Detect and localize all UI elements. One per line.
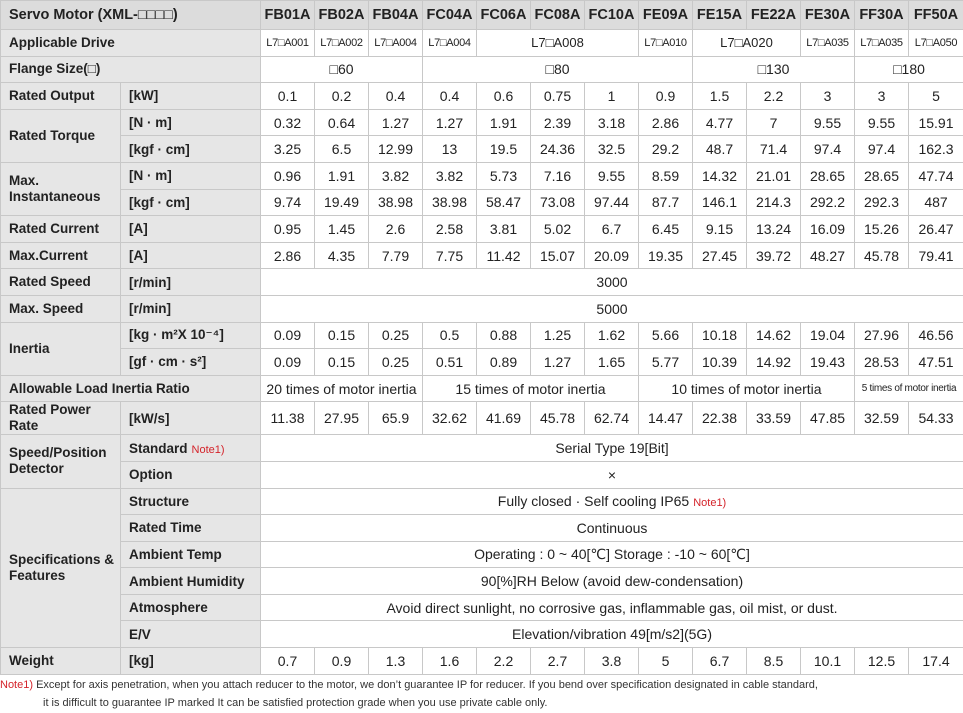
value-cell: 0.89 <box>477 349 531 376</box>
inertia-row-2 <box>1 349 963 376</box>
value-cell: 16.09 <box>801 216 855 243</box>
unit-label: [N · m] <box>121 109 261 136</box>
drive-cell: L7□A050 <box>909 30 963 57</box>
weight-row <box>1 648 963 675</box>
value-cell: 14.62 <box>747 322 801 349</box>
detector-row-standard <box>1 435 963 462</box>
value-cell: 12.99 <box>369 136 423 163</box>
model-header: FE15A <box>693 1 747 30</box>
value-cell: 1.3 <box>369 648 423 675</box>
value-cell: 97.4 <box>801 136 855 163</box>
row-label: Rated Power Rate <box>1 402 121 435</box>
unit-label: [gf · cm · s²] <box>121 349 261 376</box>
value-cell: 28.65 <box>855 162 909 189</box>
value-cell: 2.7 <box>531 648 585 675</box>
value-cell: 97.4 <box>855 136 909 163</box>
value-cell: 3.18 <box>585 109 639 136</box>
value-cell: 15.07 <box>531 242 585 269</box>
value-cell: 3.82 <box>369 162 423 189</box>
value-cell: 39.72 <box>747 242 801 269</box>
rated-speed-row <box>1 269 963 296</box>
value-cell: 3.81 <box>477 216 531 243</box>
value-cell: 19.35 <box>639 242 693 269</box>
value-cell: 5 <box>909 83 963 110</box>
value-cell: 19.5 <box>477 136 531 163</box>
model-header: FC04A <box>423 1 477 30</box>
value-cell: 54.33 <box>909 402 963 435</box>
value-cell: 9.74 <box>261 189 315 216</box>
value-cell: × <box>261 461 963 488</box>
value-cell: 0.15 <box>315 322 369 349</box>
unit-label: [N · m] <box>121 162 261 189</box>
value-cell: 90[%]RH Below (avoid dew-condensation) <box>261 568 963 595</box>
value-cell: 0.7 <box>261 648 315 675</box>
drive-cell: L7□A001 <box>261 30 315 57</box>
value-cell: 6.7 <box>585 216 639 243</box>
value-cell: 45.78 <box>855 242 909 269</box>
value-cell: 0.09 <box>261 322 315 349</box>
value-cell: Avoid direct sunlight, no corrosive gas, inflammable gas, oil mist, or dust. <box>261 594 963 621</box>
value-cell: 5.02 <box>531 216 585 243</box>
unit-label: [kW] <box>121 83 261 110</box>
value-cell: 38.98 <box>423 189 477 216</box>
row-label: Rated Speed <box>1 269 121 296</box>
value-cell: 487 <box>909 189 963 216</box>
value-cell: 15.91 <box>909 109 963 136</box>
value-cell: 12.5 <box>855 648 909 675</box>
value-cell: 2.6 <box>369 216 423 243</box>
value-cell: 0.4 <box>369 83 423 110</box>
power-rate-row <box>1 402 963 435</box>
unit-label: E/V <box>121 621 261 648</box>
value-cell: 9.55 <box>585 162 639 189</box>
flange-cell: □80 <box>423 56 693 83</box>
flange-cell: □130 <box>693 56 855 83</box>
value-cell: 0.95 <box>261 216 315 243</box>
value-cell: 2.58 <box>423 216 477 243</box>
rated-output-row <box>1 83 963 110</box>
row-label: Flange Size(□) <box>1 56 261 83</box>
value-cell: 28.65 <box>801 162 855 189</box>
unit-label: Option <box>121 461 261 488</box>
footnote-line-2: it is difficult to guarantee IP marked It can be satisfied protection grade when you use private cable only. <box>43 697 548 709</box>
specs-row-ambient-humidity <box>1 568 963 595</box>
note-marker: Note1) <box>693 497 727 510</box>
value-cell: 214.3 <box>747 189 801 216</box>
value-cell: 20.09 <box>585 242 639 269</box>
model-header: FB02A <box>315 1 369 30</box>
value-cell <box>261 488 963 515</box>
value-cell: 11.38 <box>261 402 315 435</box>
value-cell: 65.9 <box>369 402 423 435</box>
model-header: FE30A <box>801 1 855 30</box>
value-cell: 6.7 <box>693 648 747 675</box>
applicable-drive-row <box>1 30 963 57</box>
value-cell: 71.4 <box>747 136 801 163</box>
value-cell: 0.09 <box>261 349 315 376</box>
value-cell: 14.47 <box>639 402 693 435</box>
value-cell: 47.74 <box>909 162 963 189</box>
value-cell: 0.51 <box>423 349 477 376</box>
drive-cell: L7□A035 <box>855 30 909 57</box>
specs-row-structure <box>1 488 963 515</box>
row-label: Max. Speed <box>1 295 121 322</box>
load-inertia-cell: 20 times of motor inertia <box>261 375 423 402</box>
unit-label: [A] <box>121 242 261 269</box>
unit-label: [kg] <box>121 648 261 675</box>
row-label: Rated Current <box>1 216 121 243</box>
drive-cell: L7□A008 <box>477 30 639 57</box>
value-cell: 4.77 <box>693 109 747 136</box>
value-cell: 292.3 <box>855 189 909 216</box>
drive-cell: L7□A020 <box>693 30 801 57</box>
value-cell: 7.79 <box>369 242 423 269</box>
value-cell: 29.2 <box>639 136 693 163</box>
unit-label: [kW/s] <box>121 402 261 435</box>
value-cell: 3 <box>855 83 909 110</box>
value-cell: 6.5 <box>315 136 369 163</box>
value-cell: 1.5 <box>693 83 747 110</box>
drive-cell: L7□A035 <box>801 30 855 57</box>
value-cell: 0.1 <box>261 83 315 110</box>
rated-current-row <box>1 216 963 243</box>
value-cell: 13.24 <box>747 216 801 243</box>
value-cell: 0.88 <box>477 322 531 349</box>
footnote <box>0 676 963 712</box>
value-cell: 0.2 <box>315 83 369 110</box>
model-header: FF50A <box>909 1 963 30</box>
row-label: Rated Output <box>1 83 121 110</box>
max-speed-row <box>1 295 963 322</box>
value-cell: 0.25 <box>369 349 423 376</box>
drive-cell: L7□A004 <box>369 30 423 57</box>
row-label: Max. Instantaneous <box>1 162 121 215</box>
value-cell: 0.75 <box>531 83 585 110</box>
model-header: FC06A <box>477 1 531 30</box>
value-cell: 32.5 <box>585 136 639 163</box>
value-cell: 19.04 <box>801 322 855 349</box>
value-cell: 1.65 <box>585 349 639 376</box>
footnote-tag: Note1) <box>0 679 34 691</box>
value-cell: 73.08 <box>531 189 585 216</box>
value-cell: 58.47 <box>477 189 531 216</box>
value-cell: 14.32 <box>693 162 747 189</box>
drive-cell: L7□A004 <box>423 30 477 57</box>
value-cell: 11.42 <box>477 242 531 269</box>
value-cell: 48.27 <box>801 242 855 269</box>
value-cell: 48.7 <box>693 136 747 163</box>
model-header: FB04A <box>369 1 423 30</box>
unit-label: Structure <box>121 488 261 515</box>
value-cell: 22.38 <box>693 402 747 435</box>
value-cell: 1.6 <box>423 648 477 675</box>
value-cell: 13 <box>423 136 477 163</box>
value-cell: 14.92 <box>747 349 801 376</box>
value-cell: 41.69 <box>477 402 531 435</box>
model-header: FE22A <box>747 1 801 30</box>
value-cell: 1.25 <box>531 322 585 349</box>
value-cell: 3 <box>801 83 855 110</box>
unit-label: [kg · m²X 10⁻⁴] <box>121 322 261 349</box>
value-cell: 0.6 <box>477 83 531 110</box>
value-cell: 19.49 <box>315 189 369 216</box>
value-cell: 33.59 <box>747 402 801 435</box>
max-inst-row-2 <box>1 189 963 216</box>
value-cell: 2.86 <box>261 242 315 269</box>
unit-label: [r/min] <box>121 295 261 322</box>
inertia-row-1 <box>1 322 963 349</box>
unit-label: Ambient Humidity <box>121 568 261 595</box>
load-inertia-cell: 15 times of motor inertia <box>423 375 639 402</box>
row-label: Speed/Position Detector <box>1 435 121 488</box>
value-cell: 32.62 <box>423 402 477 435</box>
rated-torque-row-1 <box>1 109 963 136</box>
value-cell: Continuous <box>261 515 963 542</box>
value-cell: Operating : 0 ~ 40[℃] Storage : -10 ~ 60[℃] <box>261 541 963 568</box>
value-cell: 4.35 <box>315 242 369 269</box>
value-cell: 0.64 <box>315 109 369 136</box>
value-cell: 24.36 <box>531 136 585 163</box>
unit-label: [r/min] <box>121 269 261 296</box>
footnote-line-1 <box>0 676 963 694</box>
row-label: Max.Current <box>1 242 121 269</box>
value-cell: 27.96 <box>855 322 909 349</box>
row-label: Weight <box>1 648 121 675</box>
value-cell: 32.59 <box>855 402 909 435</box>
flange-row <box>1 56 963 83</box>
value-cell: 146.1 <box>693 189 747 216</box>
value-cell: 38.98 <box>369 189 423 216</box>
structure-value: Fully closed · Self cooling IP65 <box>497 493 690 510</box>
flange-cell: □180 <box>855 56 963 83</box>
value-cell: 6.45 <box>639 216 693 243</box>
value-cell: 27.45 <box>693 242 747 269</box>
model-header: FB01A <box>261 1 315 30</box>
specs-row-ev <box>1 621 963 648</box>
value-cell: 2.39 <box>531 109 585 136</box>
load-inertia-cell: 5 times of motor inertia <box>855 375 963 402</box>
value-cell: 2.2 <box>747 83 801 110</box>
value-cell: 0.96 <box>261 162 315 189</box>
value-cell: 1.91 <box>315 162 369 189</box>
specs-row-atmosphere <box>1 594 963 621</box>
drive-cell: L7□A002 <box>315 30 369 57</box>
value-cell: 0.9 <box>639 83 693 110</box>
load-inertia-row <box>1 375 963 402</box>
unit-label: Atmosphere <box>121 594 261 621</box>
value-cell: Elevation/vibration 49[m/s2](5G) <box>261 621 963 648</box>
flange-cell: □60 <box>261 56 423 83</box>
value-cell: 97.44 <box>585 189 639 216</box>
rated-torque-row-2 <box>1 136 963 163</box>
unit-label: [kgf · cm] <box>121 136 261 163</box>
row-label: Specifications & Features <box>1 488 121 648</box>
value-cell: 9.15 <box>693 216 747 243</box>
model-header: FF30A <box>855 1 909 30</box>
row-label: Rated Torque <box>1 109 121 162</box>
unit-label: Ambient Temp <box>121 541 261 568</box>
row-label: Inertia <box>1 322 121 375</box>
value-cell: 8.5 <box>747 648 801 675</box>
value-cell: 17.4 <box>909 648 963 675</box>
value-cell: Serial Type 19[Bit] <box>261 435 963 462</box>
value-cell: 1.27 <box>369 109 423 136</box>
note-marker: Note1) <box>191 443 225 456</box>
value-cell: 79.41 <box>909 242 963 269</box>
value-cell: 10.1 <box>801 648 855 675</box>
value-cell: 26.47 <box>909 216 963 243</box>
value-cell: 7 <box>747 109 801 136</box>
value-cell: 1.27 <box>423 109 477 136</box>
value-cell: 10.18 <box>693 322 747 349</box>
value-cell: 0.32 <box>261 109 315 136</box>
header-row <box>1 1 963 30</box>
row-label: Applicable Drive <box>1 30 261 57</box>
value-cell: 1.91 <box>477 109 531 136</box>
value-cell: 21.01 <box>747 162 801 189</box>
value-cell: 1 <box>585 83 639 110</box>
footnote-text-1: Except for axis penetration, when you attach reducer to the motor, we don’t guarantee IP for reducer. If you bend over specification designated in cable standard, <box>36 679 818 691</box>
value-cell: 5000 <box>261 295 963 322</box>
model-header: FC08A <box>531 1 585 30</box>
value-cell: 162.3 <box>909 136 963 163</box>
value-cell: 5 <box>639 648 693 675</box>
value-cell: 9.55 <box>801 109 855 136</box>
specs-row-ambient-temp <box>1 541 963 568</box>
value-cell: 292.2 <box>801 189 855 216</box>
value-cell: 3.8 <box>585 648 639 675</box>
value-cell: 87.7 <box>639 189 693 216</box>
max-current-row <box>1 242 963 269</box>
value-cell: 19.43 <box>801 349 855 376</box>
value-cell: 7.75 <box>423 242 477 269</box>
value-cell: 27.95 <box>315 402 369 435</box>
model-header: FC10A <box>585 1 639 30</box>
value-cell: 1.45 <box>315 216 369 243</box>
value-cell: 3000 <box>261 269 963 296</box>
value-cell: 8.59 <box>639 162 693 189</box>
table-title: Servo Motor (XML-□□□□) <box>1 1 261 30</box>
standard-label: Standard <box>129 440 188 456</box>
value-cell: 2.2 <box>477 648 531 675</box>
model-header: FE09A <box>639 1 693 30</box>
value-cell: 1.27 <box>531 349 585 376</box>
value-cell: 47.51 <box>909 349 963 376</box>
value-cell: 3.82 <box>423 162 477 189</box>
value-cell: 46.56 <box>909 322 963 349</box>
value-cell: 45.78 <box>531 402 585 435</box>
value-cell: 5.66 <box>639 322 693 349</box>
value-cell: 2.86 <box>639 109 693 136</box>
unit-label: Rated Time <box>121 515 261 542</box>
value-cell: 0.25 <box>369 322 423 349</box>
unit-label <box>121 435 261 462</box>
value-cell: 47.85 <box>801 402 855 435</box>
value-cell: 7.16 <box>531 162 585 189</box>
detector-row-option <box>1 461 963 488</box>
load-inertia-cell: 10 times of motor inertia <box>639 375 855 402</box>
value-cell: 9.55 <box>855 109 909 136</box>
specs-row-rated-time <box>1 515 963 542</box>
max-inst-row-1 <box>1 162 963 189</box>
value-cell: 10.39 <box>693 349 747 376</box>
value-cell: 3.25 <box>261 136 315 163</box>
unit-label: [kgf · cm] <box>121 189 261 216</box>
value-cell: 0.4 <box>423 83 477 110</box>
value-cell: 15.26 <box>855 216 909 243</box>
value-cell: 5.73 <box>477 162 531 189</box>
value-cell: 0.5 <box>423 322 477 349</box>
value-cell: 28.53 <box>855 349 909 376</box>
value-cell: 0.15 <box>315 349 369 376</box>
value-cell: 62.74 <box>585 402 639 435</box>
value-cell: 5.77 <box>639 349 693 376</box>
value-cell: 1.62 <box>585 322 639 349</box>
value-cell: 0.9 <box>315 648 369 675</box>
row-label: Allowable Load Inertia Ratio <box>1 375 261 402</box>
unit-label: [A] <box>121 216 261 243</box>
drive-cell: L7□A010 <box>639 30 693 57</box>
